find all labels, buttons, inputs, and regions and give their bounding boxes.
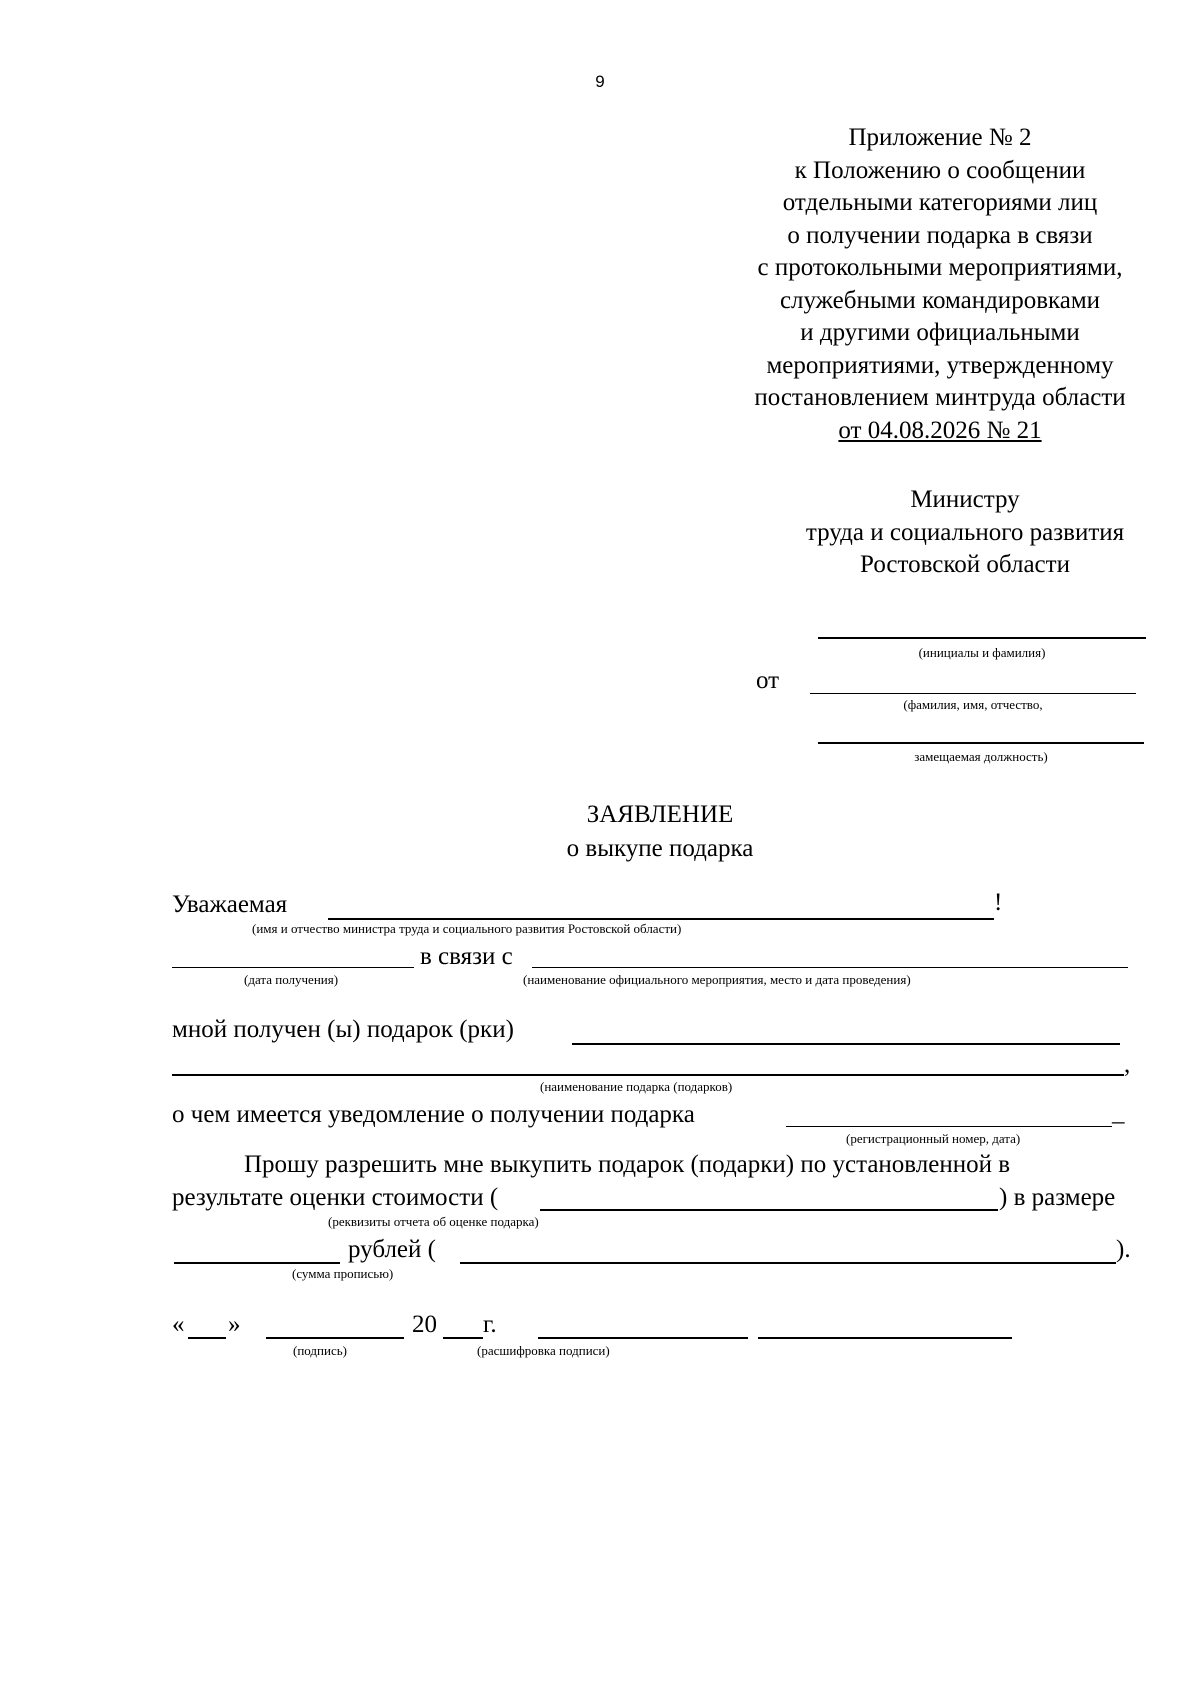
fio-blank-line	[810, 693, 1136, 694]
hint-decoding: (расшифровка подписи)	[477, 1343, 610, 1358]
addressee-line: Министру	[910, 486, 1020, 513]
document-title: ЗАЯВЛЕНИЕ	[586, 801, 734, 828]
minister-name-blank-line	[328, 918, 994, 920]
hint-minister-name: (имя и отчество министра труда и социального развития Ростовской области)	[252, 921, 682, 936]
document-subtitle: о выкупе подарка	[566, 835, 754, 862]
hint-report: (реквизиты отчета об оценке подарка)	[328, 1214, 539, 1229]
hint-date-received: (дата получения)	[244, 972, 339, 987]
quote-close: »	[228, 1311, 241, 1338]
gift-blank-line-2	[172, 1074, 1124, 1076]
appendix-line: отдельными категориями лиц	[782, 189, 1098, 216]
hint-fio: (фамилия, имя, отчество,	[903, 697, 1043, 712]
quote-open: «	[172, 1311, 185, 1338]
appendix-line: и другими официальными	[800, 319, 1080, 346]
hint-position: замещаемая должность)	[914, 749, 1048, 764]
notification-label: о чем имеется уведомление о получении подарка	[172, 1101, 695, 1128]
from-label: от	[756, 667, 780, 694]
notification-end: _	[1112, 1099, 1125, 1126]
salutation-exclamation: !	[994, 889, 1003, 916]
date-received-blank-line	[172, 967, 414, 968]
position-blank-line	[818, 742, 1144, 744]
sum-blank-line	[174, 1262, 340, 1264]
sum-words-blank-line	[460, 1262, 1116, 1264]
day-blank-line	[188, 1337, 226, 1339]
appendix-line: постановлением минтруда области	[754, 384, 1126, 411]
addressee-line: труда и социального развития	[805, 518, 1125, 546]
hint-sum: (сумма прописью)	[292, 1266, 394, 1281]
gift-comma: ,	[1124, 1051, 1131, 1078]
received-gift-label: мной получен (ы) подарок (рки)	[172, 1016, 514, 1043]
page-number: 9	[595, 72, 605, 91]
month-blank-line	[266, 1337, 404, 1339]
report-blank-line	[540, 1209, 998, 1211]
in-connection-label: в связи с	[420, 943, 513, 970]
event-blank-line	[532, 967, 1128, 968]
hint-initials: (инициалы и фамилия)	[918, 645, 1046, 660]
request-line-2-start: результате оценки стоимости (	[172, 1184, 499, 1211]
year-suffix: г.	[483, 1311, 497, 1338]
rubles-end: ).	[1116, 1236, 1131, 1263]
initials-blank-line	[818, 637, 1146, 639]
addressee-block	[740, 484, 1190, 582]
reg-number-blank-line	[786, 1126, 1112, 1127]
gift-blank-line	[572, 1043, 1120, 1045]
hint-reg-number: (регистрационный номер, дата)	[846, 1131, 1021, 1146]
appendix-line: к Положению о сообщении	[794, 156, 1086, 184]
appendix-line: с протокольными мероприятиями,	[757, 254, 1123, 281]
year-prefix: 20	[412, 1311, 437, 1338]
request-line-2-end: ) в размере	[999, 1184, 1116, 1211]
hint-signature: (подпись)	[293, 1343, 347, 1358]
year-blank-line	[443, 1337, 483, 1339]
appendix-line: служебными командировками	[779, 286, 1101, 314]
signature-blank-line	[538, 1337, 748, 1339]
decoding-blank-line	[758, 1337, 1012, 1339]
request-line-1: Прошу разрешить мне выкупить подарок (подарки) по установленной в	[244, 1151, 1011, 1178]
appendix-line: о получении подарка в связи	[787, 221, 1093, 249]
appendix-line: мероприятиями, утвержденному	[766, 351, 1114, 379]
salutation-label: Уважаемая	[172, 891, 288, 918]
addressee-line: Ростовской области	[860, 551, 1070, 578]
rubles-label: рублей (	[348, 1236, 436, 1263]
appendix-line: Приложение № 2	[848, 124, 1032, 151]
hint-gift-name: (наименование подарка (подарков)	[540, 1079, 733, 1094]
appendix-header	[690, 122, 1190, 447]
hint-event: (наименование официального мероприятия, место и дата проведения)	[523, 972, 911, 987]
appendix-date-number: от 04.08.2026 № 21	[838, 416, 1042, 444]
